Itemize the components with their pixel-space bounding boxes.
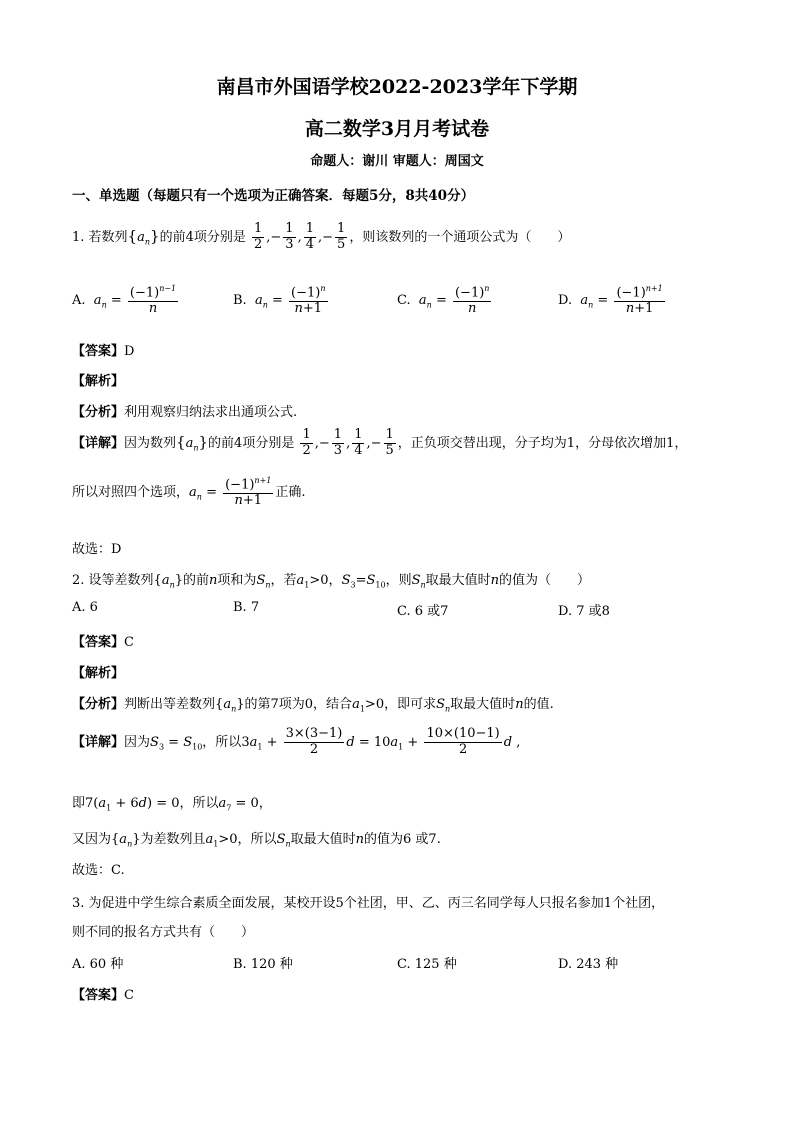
q1-option-a: A. $a_n$ = $\frac{(-1)^{n-1}}{n}$	[72, 284, 177, 317]
q3-option-c: C. 125 种	[397, 957, 457, 972]
q3-answer: 【答案】C	[72, 988, 134, 1003]
q2-option-c: C. 6 或7	[397, 604, 449, 619]
q2-choose: 故选：C.	[72, 863, 125, 878]
exam-title: 高二数学3月月考试卷	[304, 118, 490, 140]
q3-option-b: B. 120 种	[233, 957, 293, 972]
q2-option-b: B. 7	[233, 600, 260, 615]
q1-analysis-label: 【解析】	[72, 374, 125, 389]
q2-answer: 【答案】C	[72, 635, 134, 650]
q1-option-c: C. $a_n$ = $\frac{(-1)^n}{n}$	[397, 284, 490, 317]
school-title: 南昌市外国语学校2022-2023学年下学期	[216, 76, 578, 98]
q2-detail-line3: 又因为$\{a_n\}$为差数列且$a_1>0$，所以$S_n$取最大值时n的值为6 或7.	[72, 832, 441, 849]
q2-analysis-label: 【解析】	[72, 666, 125, 681]
q3-option-d: D. 243 种	[558, 957, 619, 972]
q2-fenxi: 【分析】判断出等差数列$\{a_n\}$的第7项为0，结合$a_1>0$，即可求$S_n$取最大值时n的值.	[72, 697, 554, 714]
q1-fenxi: 【分析】利用观察归纳法求出通项公式.	[72, 405, 298, 420]
question-3-stem-line2: 则不同的报名方式共有（ ）	[72, 925, 255, 940]
q1-option-b: B. $a_n$ = $\frac{(-1)^n}{n+1}$	[233, 284, 326, 317]
q2-detail-line2: 即$7(a_1 + 6d) = 0$，所以$a_7 = 0$，	[72, 796, 272, 813]
q2-option-a: A. 6	[72, 600, 98, 615]
q2-detail: 【详解】因为$S_3 = S_{10}$，所以$3a_1$ + $\frac{3\times(3-1)}{2}$ $d = 10a_1$ + $\frac{10\times(10-1)}{2}$ d ,	[72, 726, 521, 757]
q1-detail-line2: 所以对照四个选项，$a_n$ = $\frac{(-1)^{n+1}}{n+1}$ 正确.	[72, 476, 306, 509]
q1-choose: 故选：D	[72, 542, 122, 557]
q1-answer: 【答案】D	[72, 344, 135, 359]
section-heading: 一、单选题（每题只有一个选项为正确答案．每题5分，8共40分）	[72, 188, 475, 204]
q2-option-d: D. 7 或8	[558, 604, 610, 619]
q3-option-a: A. 60 种	[72, 957, 124, 972]
question-2-stem: 2. 设等差数列$\{a_n\}$的前n项和为$S_n$，若$a_1>0$，$S_3=S_{10}$，则$S_n$取最大值时n的值为（ ）	[72, 573, 591, 590]
question-3-stem-line1: 3. 为促进中学生综合素质全面发展，某校开设5个社团，甲、乙、丙三名同学每人只报名参加1个社团，	[72, 896, 665, 911]
q1-detail: 【详解】因为数列$\{a_n\}$的前4项分别是 $\frac{1}{2}$ ,− $\frac{1}{3}$ , $\frac{1}{4}$ ,− $\frac{1}{5}$ ，正负项交替出现，分子均为1，分母依次增加1，	[72, 427, 688, 458]
authors-line: 命题人：谢川 审题人：周国文	[310, 154, 484, 169]
question-1-stem: 1. 若数列$\{a_n\}$的前4项分别是 $\frac{1}{2}$ ,− $\frac{1}{3}$ , $\frac{1}{4}$ ,− $\frac{1}{5}$ ，则该数列的一个通项公式为（ ）	[72, 221, 571, 252]
q1-option-d: D. $a_n$ = $\frac{(-1)^{n+1}}{n+1}$	[558, 284, 663, 317]
